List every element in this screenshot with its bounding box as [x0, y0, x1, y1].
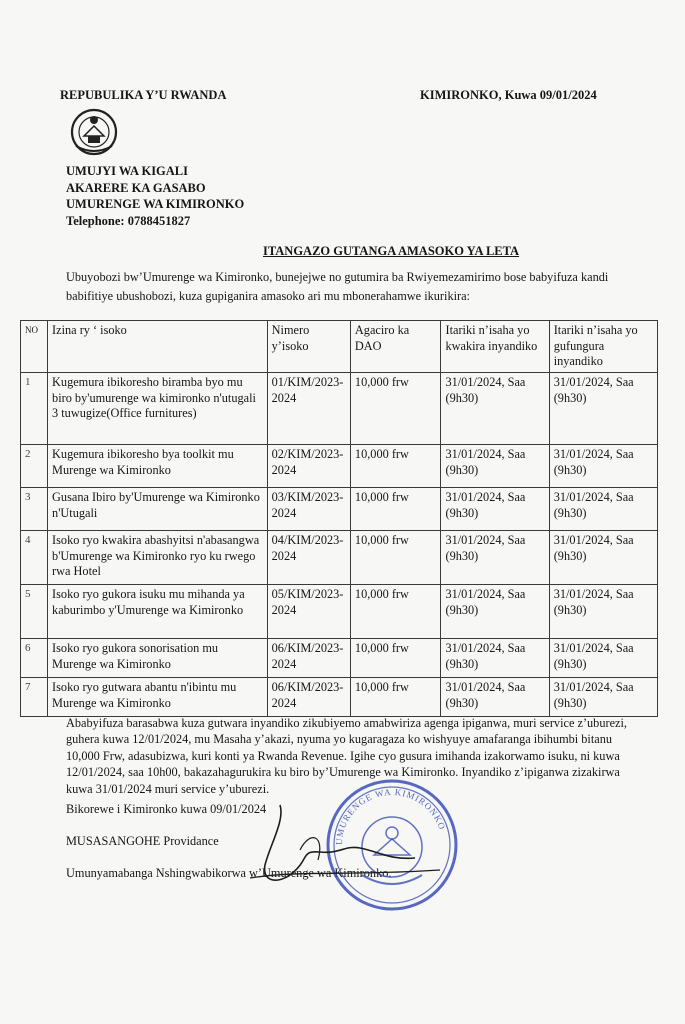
table-header-row	[21, 321, 658, 373]
row-submission: 31/01/2024, Saa (9h30)	[441, 585, 549, 639]
row-dao: 10,000 frw	[350, 488, 441, 531]
row-opening: 31/01/2024, Saa (9h30)	[549, 639, 657, 678]
row-name: Isoko ryo gukora isuku mu mihanda ya kaburimbo y'Umurenge wa Kimironko	[48, 585, 268, 639]
row-submission: 31/01/2024, Saa (9h30)	[441, 445, 549, 488]
row-number: 06/KIM/2023-2024	[267, 639, 350, 678]
row-dao: 10,000 frw	[350, 678, 441, 717]
table-row	[21, 585, 658, 639]
row-dao: 10,000 frw	[350, 373, 441, 445]
row-opening: 31/01/2024, Saa (9h30)	[549, 373, 657, 445]
row-name: Kugemura ibikoresho bya toolkit mu Murenge wa Kimironko	[48, 445, 268, 488]
row-submission: 31/01/2024, Saa (9h30)	[441, 373, 549, 445]
rwanda-emblem-icon	[68, 106, 120, 158]
row-name: Isoko ryo gutwara abantu n'ibintu mu Murenge wa Kimironko	[48, 678, 268, 717]
table-row	[21, 488, 658, 531]
row-no: 2	[21, 445, 48, 488]
org-district: AKARERE KA GASABO	[66, 180, 206, 195]
written-at: Bikorewe i Kimironko kuwa 09/01/2024	[66, 802, 267, 816]
row-number: 01/KIM/2023-2024	[267, 373, 350, 445]
row-number: 04/KIM/2023-2024	[267, 531, 350, 585]
row-dao: 10,000 frw	[350, 585, 441, 639]
row-number: 02/KIM/2023-2024	[267, 445, 350, 488]
table-row	[21, 639, 658, 678]
page-title: ITANGAZO GUTANGA AMASOKO YA LETA	[263, 244, 520, 258]
place-date: KIMIRONKO, Kuwa 09/01/2024	[420, 88, 597, 102]
row-opening: 31/01/2024, Saa (9h30)	[549, 678, 657, 717]
row-opening: 31/01/2024, Saa (9h30)	[549, 488, 657, 531]
signature-icon	[240, 790, 460, 900]
signatory-name: MUSASANGOHE Providance	[66, 834, 219, 848]
header-opening: Itariki n’isaha yo gufungura inyandiko	[549, 321, 657, 373]
row-name: Gusana Ibiro by'Umurenge wa Kimironko n'Utugali	[48, 488, 268, 531]
header-number: Nimero y’isoko	[267, 321, 350, 373]
row-number: 05/KIM/2023-2024	[267, 585, 350, 639]
row-no: 4	[21, 531, 48, 585]
row-name: Isoko ryo gukora sonorisation mu Murenge wa Kimironko	[48, 639, 268, 678]
org-phone: Telephone: 0788451827	[66, 213, 191, 228]
row-no: 3	[21, 488, 48, 531]
republic-header: REPUBULIKA Y’U RWANDA	[60, 88, 227, 102]
header-submission: Itariki n’isaha yo kwakira inyandiko	[441, 321, 549, 373]
intro-paragraph: Ubuyobozi bw’Umurenge wa Kimironko, bunejejwe no gutumira ba Rwiyemezamirimo bose babyifuza kandi babifitiye ubushobozi, kuza gupiganira amasoko ari mu mbonerahamwe ikurikira:	[66, 270, 609, 303]
row-no: 7	[21, 678, 48, 717]
row-no: 5	[21, 585, 48, 639]
table-row	[21, 373, 658, 445]
org-city: UMUJYI WA KIGALI	[66, 164, 189, 178]
row-no: 1	[21, 373, 48, 445]
row-submission: 31/01/2024, Saa (9h30)	[441, 678, 549, 717]
row-submission: 31/01/2024, Saa (9h30)	[441, 488, 549, 531]
row-opening: 31/01/2024, Saa (9h30)	[549, 585, 657, 639]
header-dao: Agaciro ka DAO	[350, 321, 441, 373]
organization-block	[66, 163, 244, 229]
row-no: 6	[21, 639, 48, 678]
table-row	[21, 445, 658, 488]
signatory-role: Umunyamabanga Nshingwabikorwa w’Umurenge wa Kimironko.	[66, 866, 392, 880]
row-name: Kugemura ibikoresho biramba byo mu biro by'umurenge wa kimironko n'utugali 3 tuwugize(Office furnitures)	[48, 373, 268, 445]
row-number: 06/KIM/2023-2024	[267, 678, 350, 717]
row-opening: 31/01/2024, Saa (9h30)	[549, 531, 657, 585]
org-sector: UMURENGE WA KIMIRONKO	[66, 197, 245, 211]
row-submission: 31/01/2024, Saa (9h30)	[441, 531, 549, 585]
row-submission: 31/01/2024, Saa (9h30)	[441, 639, 549, 678]
table-row	[21, 678, 658, 717]
tenders-table	[20, 320, 658, 717]
closing-paragraph: Ababyifuza barasabwa kuza gutwara inyandiko zikubiyemo amabwiriza agenga ipiganwa, muri service z’uburezi, guhera kuwa 12/01/2024, mu Masaha y’akazi, nyuma yo kugaragaza ko wishyuye amafaranga ibihumbi bitanu 10,000 Frw, adasubizwa, kuri konti ya Rwanda Revenue. Igihe cyo gusura imihanda izakorwamo isuku, ni kuwa 12/01/2024, saa 10h00, bakazahagurukira ku biro by’Umurenge wa Kimironko. Inyandiko z’ipiganwa zizakirwa kuwa 31/01/2024 muri service y’uburezi.	[66, 716, 627, 796]
row-dao: 10,000 frw	[350, 445, 441, 488]
header-no: NO	[21, 321, 48, 373]
row-dao: 10,000 frw	[350, 639, 441, 678]
table-row	[21, 531, 658, 585]
row-name: Isoko ryo kwakira abashyitsi n'abasangwa b'Umurenge wa Kimironko ryo ku rwego rwa Hotel	[48, 531, 268, 585]
row-opening: 31/01/2024, Saa (9h30)	[549, 445, 657, 488]
row-dao: 10,000 frw	[350, 531, 441, 585]
header-name: Izina ry ‘ isoko	[48, 321, 268, 373]
stamp-text: UMURENGE WA KIMIRONKO	[333, 786, 448, 846]
row-number: 03/KIM/2023-2024	[267, 488, 350, 531]
